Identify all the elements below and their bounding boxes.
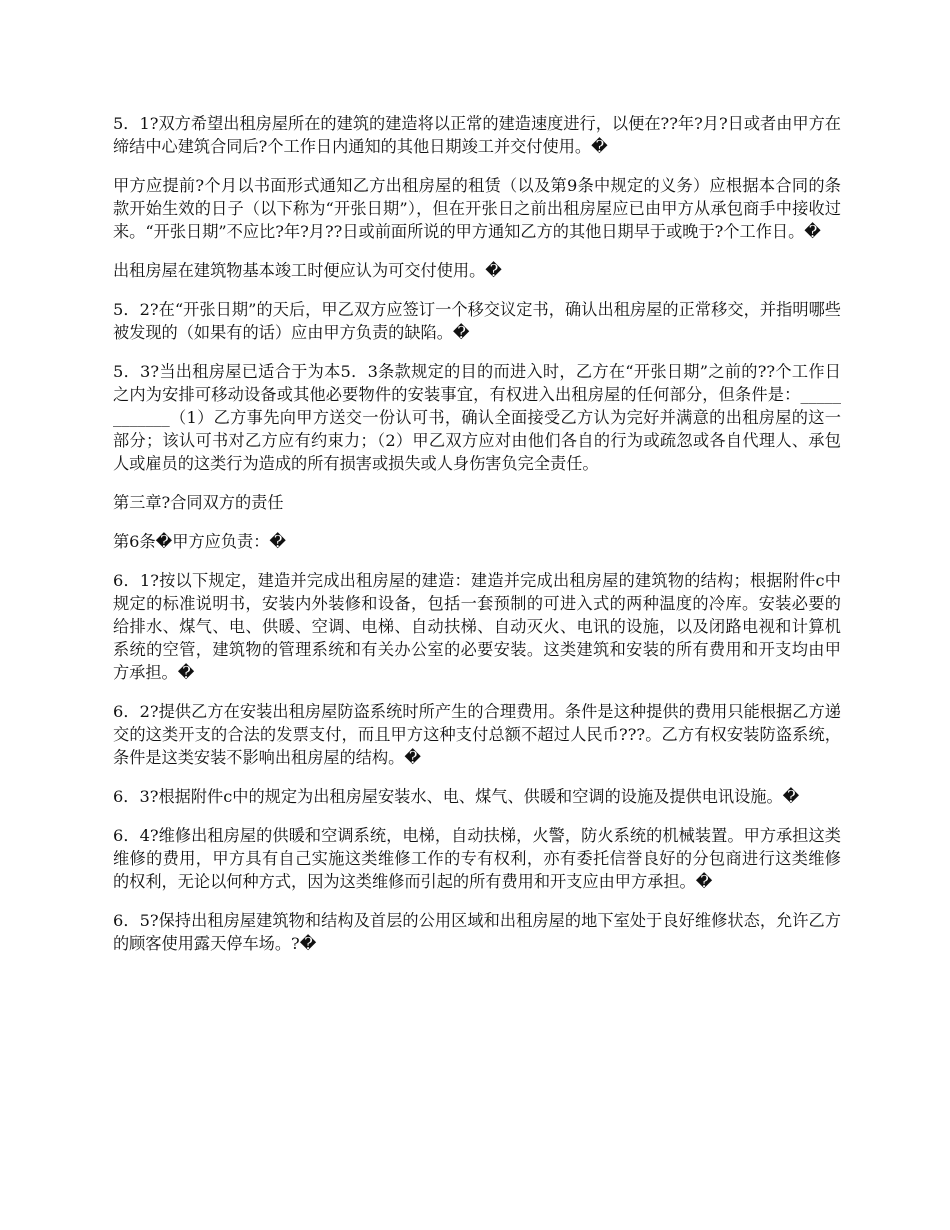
- paragraph-6-3: 6．3?根据附件c中的规定为出租房屋安装水、电、煤气、供暖和空调的设施及提供电讯设施。�: [113, 787, 800, 806]
- paragraph-6-4: 6．4?维修出租房屋的供暖和空调系统，电梯，自动扶梯，火警，防火系统的机械装置。甲方承担这类维修的费用，甲方具有自己实施这类维修工作的专有权利，亦有委托信誉良好的分包商进行这类维修的权利，无论以何种方式，因为这类维修而引起的所有费用和开支应由甲方承担。�: [113, 826, 841, 891]
- document-body: [113, 112, 841, 971]
- paragraph-6-2: 6．2?提供乙方在安装出租房屋防盗系统时所产生的合理费用。条件是这种提供的费用只能根据乙方递交的这类开支的合法的发票支付，而且甲方这种支付总额不超过人民币???。乙方有权安装防盗系统，条件是这类安装不影响出租房屋的结构。�: [113, 702, 841, 767]
- paragraph-5-3: 5．3?当出租房屋已适合于为本5．3条款规定的目的而进入时，乙方在“开张日期”之前的??个工作日之内为安排可移动设备或其他必要物件的安装事宜，有权进入出租房屋的任何部分，但条件是：____________（1）乙方事先向甲方送交一份认可书，确认全面接受乙方认为完好并满意的出租房屋的这一部分；该认可书对乙方应有约束力；（2）甲乙双方应对由他们各自的行为或疏忽或各自代理人、承包人或雇员的这类行为造成的所有损害或损失或人身伤害负完全责任。: [113, 362, 841, 473]
- chapter-heading: 第三章?合同双方的责任: [113, 493, 284, 512]
- article-heading: 第6条�甲方应负责：�: [113, 532, 286, 551]
- paragraph-5-1: 5．1?双方希望出租房屋所在的建筑的建造将以正常的建造速度进行，以便在??年?月?日或者由甲方在缔结中心建筑合同后?个工作日内通知的其他日期竣工并交付使用。�: [113, 114, 841, 156]
- paragraph-6-1: 6．1?按以下规定，建造并完成出租房屋的建造：建造并完成出租房屋的建筑物的结构；根据附件c中规定的标准说明书，安装内外装修和设备，包括一套预制的可进入式的两种温度的冷库。安装必要的给排水、煤气、电、供暖、空调、电梯、自动扶梯、自动灭火、电讯的设施，以及闭路电视和计算机系统的空管，建筑物的管理系统和有关办公室的必要安装。这类建筑和安装的所有费用和开支均由甲方承担。�: [113, 571, 841, 682]
- paragraph-6-5: 6．5?保持出租房屋建筑物和结构及首层的公用区域和出租房屋的地下室处于良好维修状态，允许乙方的顾客使用露天停车场。?�: [113, 911, 841, 953]
- paragraph-deliverable: 出租房屋在建筑物基本竣工时便应认为可交付使用。�: [113, 261, 502, 280]
- paragraph-5-2: 5．2?在“开张日期”的天后，甲乙双方应签订一个移交议定书，确认出租房屋的正常移交，并指明哪些被发现的（如果有的话）应由甲方负责的缺陷。�: [113, 300, 841, 342]
- paragraph-notice: 甲方应提前?个月以书面形式通知乙方出租房屋的租赁（以及第9条中规定的义务）应根据本合同的条款开始生效的日子（以下称为“开张日期”），但在开张日之前出租房屋应已由甲方从承包商手中接收过来。“开张日期”不应比?年?月??日或前面所说的甲方通知乙方的其他日期早于或晚于?个工作日。�: [113, 176, 841, 241]
